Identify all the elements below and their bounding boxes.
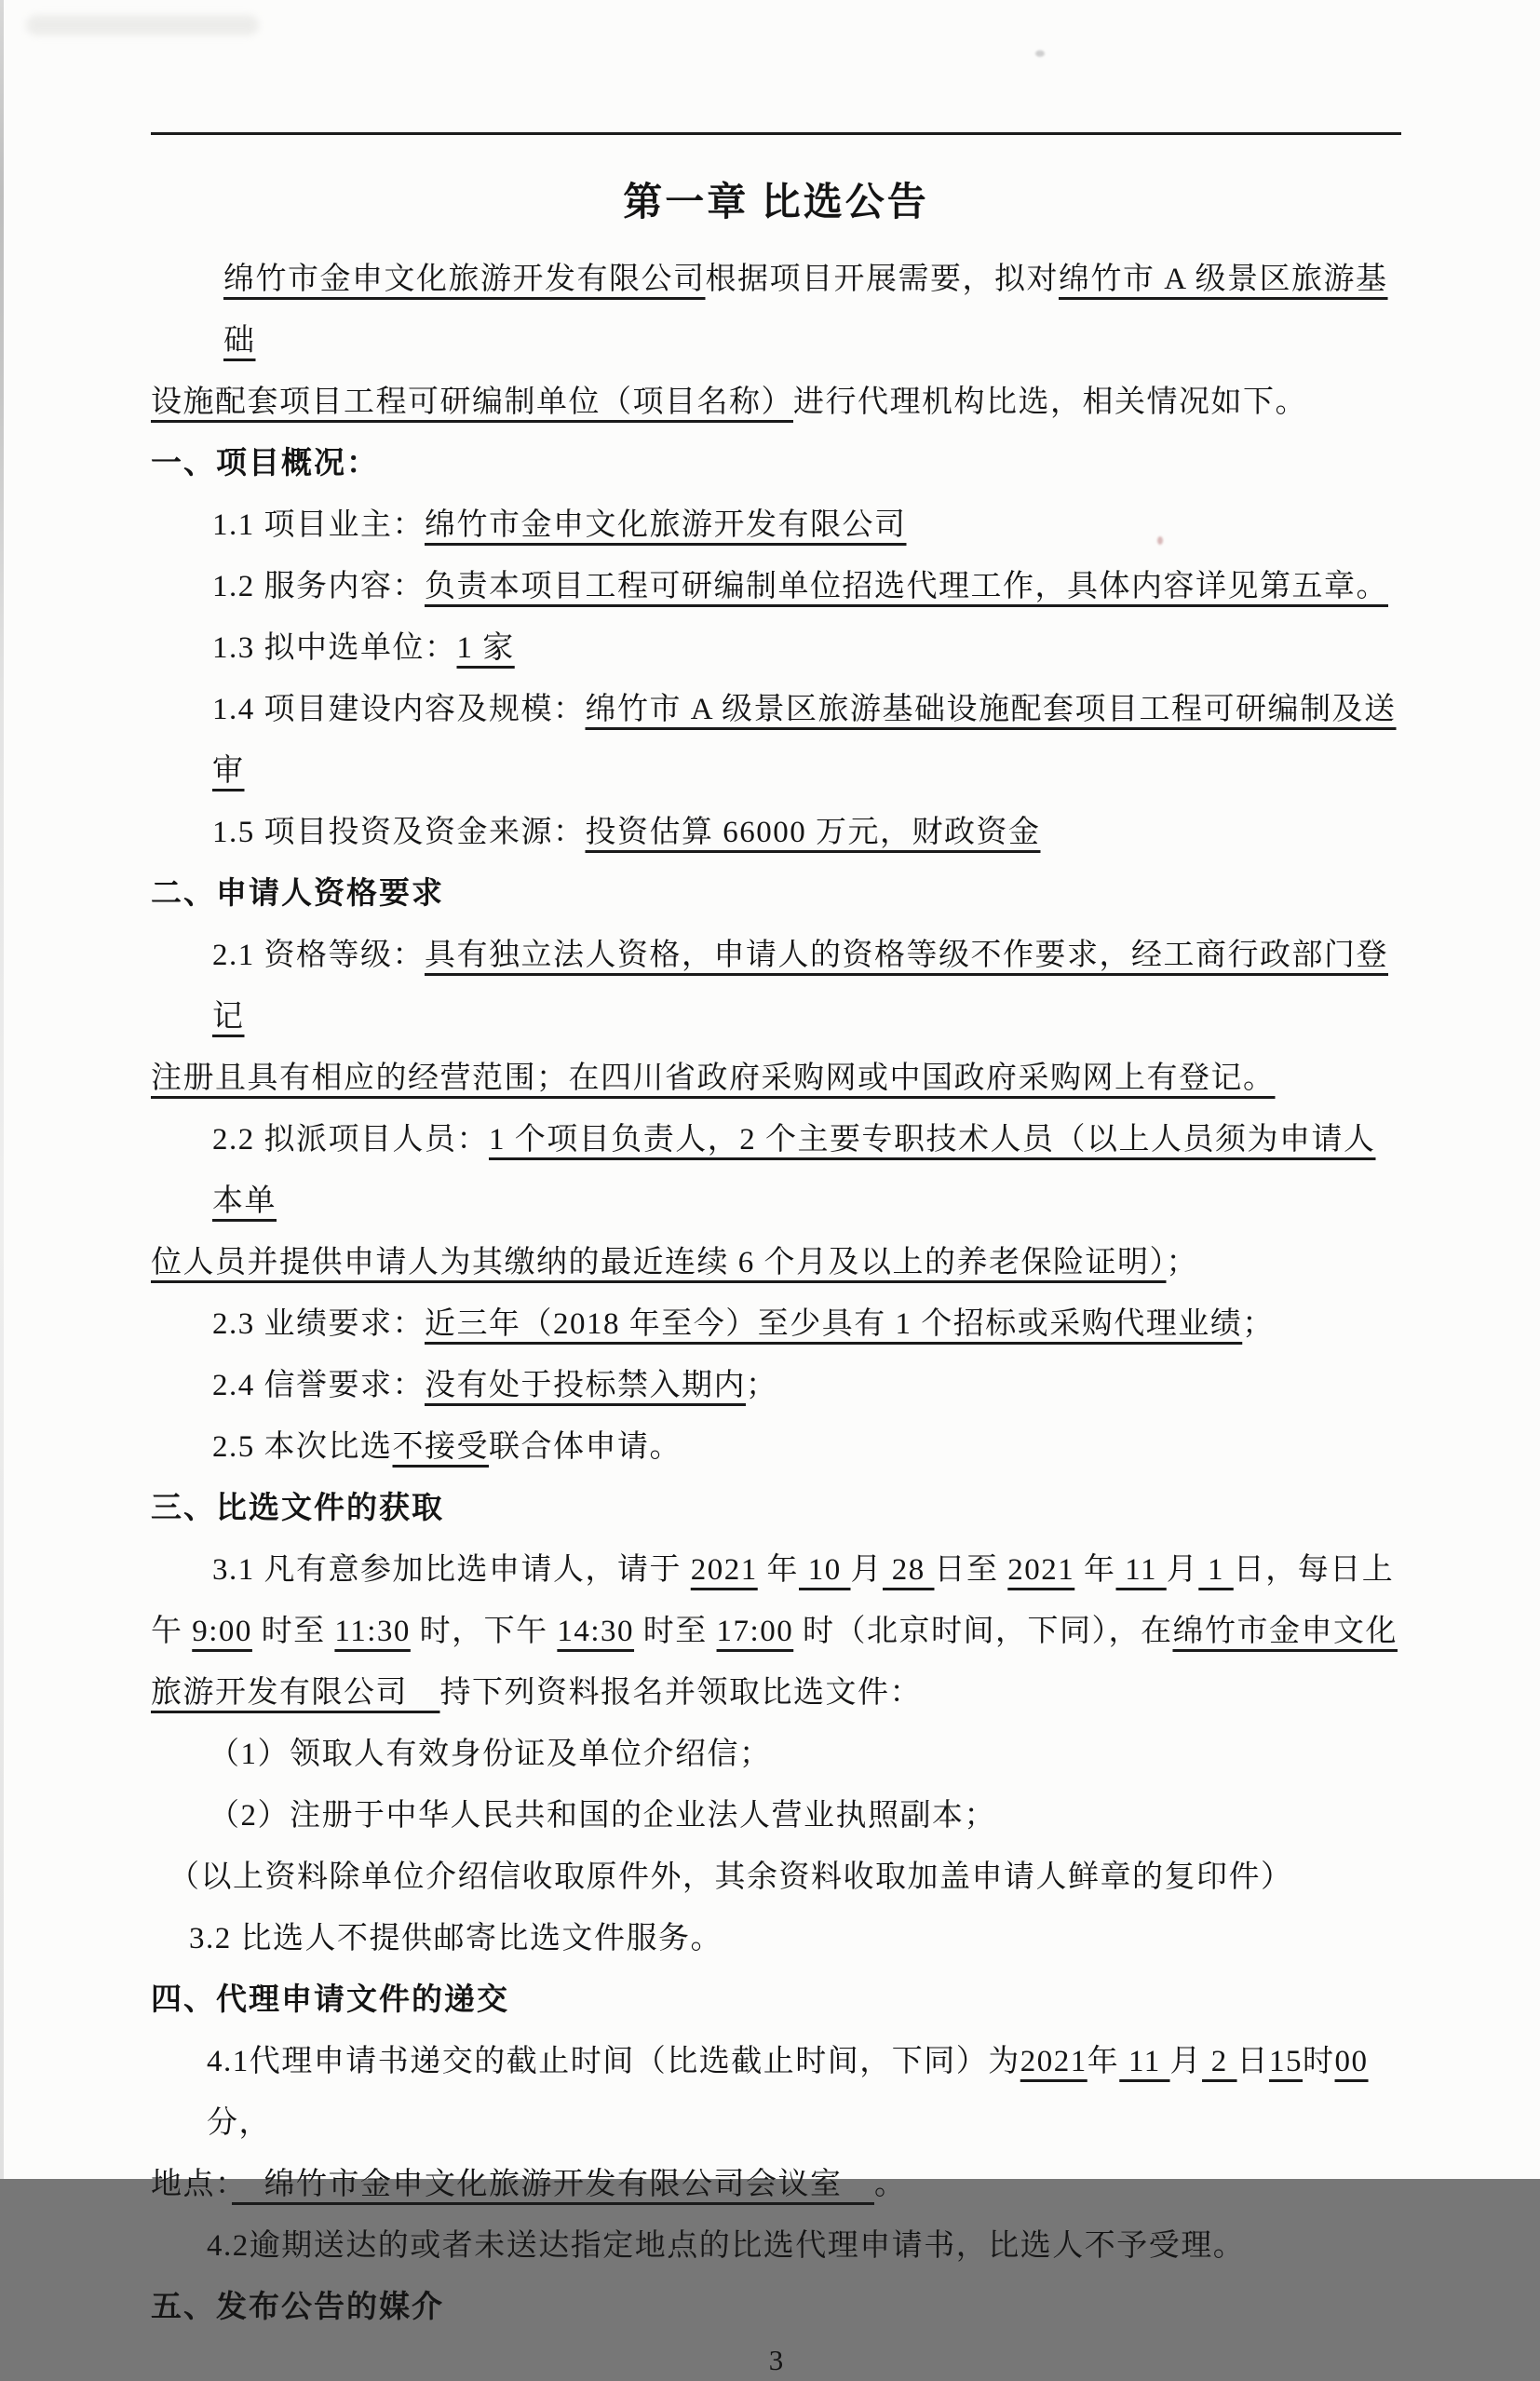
page-number: 3: [768, 2344, 784, 2376]
item-2-4-reputation: [151, 1355, 1401, 1416]
section-4-heading: [151, 1969, 1401, 2031]
item-4-1-deadline: [151, 2031, 1401, 2154]
underlined-text: 近三年（2018 年至今）至少具有 1 个招标或采购代理业绩: [425, 1307, 1243, 1341]
text: 1.1 项目业主：: [212, 508, 425, 542]
text: 1.4 项目建设内容及规模：: [212, 693, 586, 726]
text: ；: [1166, 1246, 1198, 1279]
text: 年: [1087, 2045, 1120, 2078]
underlined-text: 1: [1198, 1553, 1234, 1587]
document-content: [151, 132, 1401, 2381]
text: 1.3 拟中选单位：: [212, 631, 457, 665]
item-1-4-construction-scale: [151, 679, 1401, 802]
text: 地点：: [151, 2168, 232, 2201]
underlined-text: 绵竹市 A 级景区旅游基础设施配套项目工程可研编制及送审: [212, 693, 1397, 788]
text: 2.4 信誉要求：: [212, 1369, 425, 1402]
item-3-1-obtain-line-3: [151, 1662, 1401, 1724]
text: 日: [1236, 2045, 1270, 2078]
opening-paragraph-line-2: [151, 372, 1401, 433]
registration-material-2: [151, 1785, 1401, 1847]
text: 月: [850, 1553, 883, 1587]
text: ；: [746, 1369, 778, 1402]
text: 时（北京时间，下同），在: [793, 1615, 1173, 1648]
text: 根据项目开展需要，拟对: [705, 263, 1059, 296]
underlined-text: 绵竹市金申文化旅游开发有限公司: [425, 508, 907, 542]
underlined-text: 绵竹市金申文化旅游开发有限公司会议室: [232, 2168, 874, 2201]
text: 进行代理机构比选，相关情况如下。: [793, 386, 1307, 419]
scan-speck: [1035, 50, 1045, 57]
text: 时至: [634, 1615, 717, 1648]
underlined-text: 设施配套项目工程可研编制单位（项目名称）: [151, 386, 793, 419]
underlined-text: 具有独立法人资格，申请人的资格等级不作要求，经工商行政部门登记: [212, 939, 1388, 1034]
text: 联合体申请。: [489, 1430, 682, 1464]
underlined-text: 负责本项目工程可研编制单位招选代理工作，具体内容详见第五章。: [425, 570, 1388, 603]
item-4-2-overdue: [151, 2215, 1401, 2277]
underlined-text: 10: [799, 1553, 851, 1587]
text: 三、比选文件的获取: [151, 1492, 444, 1525]
text: 四、代理申请文件的递交: [151, 1983, 509, 2017]
text: 二、申请人资格要求: [151, 877, 444, 911]
item-1-2-service-content: [151, 556, 1401, 617]
text: 。: [874, 2168, 907, 2201]
item-2-2-personnel-line-2: [151, 1232, 1401, 1293]
text: 一、项目概况：: [151, 447, 379, 480]
underlined-text: 11: [1115, 1553, 1167, 1587]
scan-smudge-artifact: [26, 15, 259, 35]
text: 1.2 服务内容：: [212, 570, 425, 603]
underlined-text: 1 家: [456, 631, 515, 665]
item-2-3-performance: [151, 1293, 1401, 1355]
underlined-text: 位人员并提供申请人为其缴纳的最近连续 6 个月及以上的养老保险证明）: [151, 1246, 1167, 1279]
scan-edge-artifact: [0, 0, 4, 2179]
underlined-text: 没有处于投标禁入期内: [425, 1369, 746, 1402]
underlined-text: 15: [1269, 2045, 1304, 2078]
text: 午: [151, 1615, 193, 1648]
underlined-text: 00: [1334, 2045, 1369, 2078]
item-2-1-qualification-line-1: [151, 925, 1401, 1048]
text: 2.1 资格等级：: [212, 939, 425, 972]
underlined-text: 17:00: [716, 1615, 794, 1648]
underlined-text: 2021: [1020, 2045, 1087, 2078]
item-3-1-obtain-line-2: [151, 1601, 1401, 1662]
text: 分，: [207, 2106, 271, 2140]
text: 月: [1169, 2045, 1203, 2078]
section-2-heading: [151, 863, 1401, 925]
underlined-text: 绵竹市金申文化: [1172, 1615, 1398, 1648]
section-5-heading: [151, 2277, 1401, 2338]
text: 3.2 比选人不提供邮寄比选文件服务。: [189, 1922, 723, 1955]
text: 时: [1303, 2045, 1335, 2078]
underlined-text: 不接受: [392, 1430, 489, 1464]
underlined-text: 2021: [1007, 1553, 1075, 1587]
opening-paragraph-line-1: [151, 249, 1401, 372]
text: ；: [1242, 1307, 1275, 1341]
text: 时，下午: [410, 1615, 558, 1648]
text: 1.5 项目投资及资金来源：: [212, 816, 586, 849]
item-3-1-obtain-line-1: [151, 1539, 1401, 1601]
text: 3.1 凡有意参加比选申请人，请于: [212, 1553, 691, 1587]
header-rule: [151, 132, 1401, 135]
underlined-text: 11:30: [334, 1615, 411, 1648]
underlined-text: 注册且具有相应的经营范围；在四川省政府采购网或中国政府采购网上有登记。: [151, 1062, 1276, 1095]
underlined-text: 1 个项目负责人，2 个主要专职技术人员（以上人员须为申请人本单: [212, 1123, 1376, 1218]
text: 2.2 拟派项目人员：: [212, 1123, 489, 1157]
item-2-1-qualification-line-2: [151, 1048, 1401, 1109]
text: 年: [1074, 1553, 1116, 1587]
registration-material-note: [151, 1847, 1401, 1908]
item-2-2-personnel-line-1: [151, 1109, 1401, 1232]
item-4-1-location: [151, 2154, 1401, 2215]
text: 2.3 业绩要求：: [212, 1307, 425, 1341]
underlined-text: 11: [1119, 2045, 1170, 2078]
item-1-3-selected-units: [151, 617, 1401, 679]
underlined-text: 2021: [690, 1553, 758, 1587]
text: 2.5 本次比选: [212, 1430, 393, 1464]
text: 月: [1166, 1553, 1199, 1587]
text: 时至: [251, 1615, 335, 1648]
text: （2）注册于中华人民共和国的企业法人营业执照副本；: [209, 1799, 996, 1833]
text: （以上资料除单位介绍信收取原件外，其余资料收取加盖申请人鲜章的复印件）: [169, 1860, 1293, 1894]
item-1-1-project-owner: [151, 494, 1401, 556]
underlined-text: 9:00: [192, 1615, 252, 1648]
item-3-2-no-mailing: [151, 1908, 1401, 1969]
underlined-text: 投资估算 66000 万元，财政资金: [585, 816, 1041, 849]
chapter-title: 第一章 比选公告: [623, 182, 929, 224]
section-1-heading: [151, 433, 1401, 494]
text: 日至: [934, 1553, 1008, 1587]
document-body: [151, 249, 1401, 2338]
underlined-text: 28: [883, 1553, 935, 1587]
text: 日，每日上: [1233, 1553, 1395, 1587]
underlined-text: 绵竹市 A 级景区旅游基础: [223, 263, 1388, 358]
underlined-text: 2: [1202, 2045, 1237, 2078]
text: 4.2逾期送达的或者未送达指定地点的比选代理申请书，比选人不予受理。: [207, 2229, 1246, 2263]
underlined-text: 旅游开发有限公司: [151, 1676, 440, 1710]
text: 持下列资料报名并领取比选文件：: [439, 1676, 922, 1710]
text: 五、发布公告的媒介: [151, 2291, 444, 2324]
section-3-heading: [151, 1478, 1401, 1539]
item-1-5-investment-source: [151, 802, 1401, 863]
registration-material-1: [151, 1724, 1401, 1785]
text: （1）领取人有效身份证及单位介绍信；: [209, 1738, 772, 1771]
underlined-text: 14:30: [557, 1615, 635, 1648]
item-2-5-no-consortium: [151, 1416, 1401, 1478]
text: 年: [757, 1553, 799, 1587]
text: 4.1代理申请书递交的截止时间（比选截止时间，下同）为: [207, 2045, 1020, 2078]
underlined-text: 绵竹市金申文化旅游开发有限公司: [223, 263, 706, 296]
